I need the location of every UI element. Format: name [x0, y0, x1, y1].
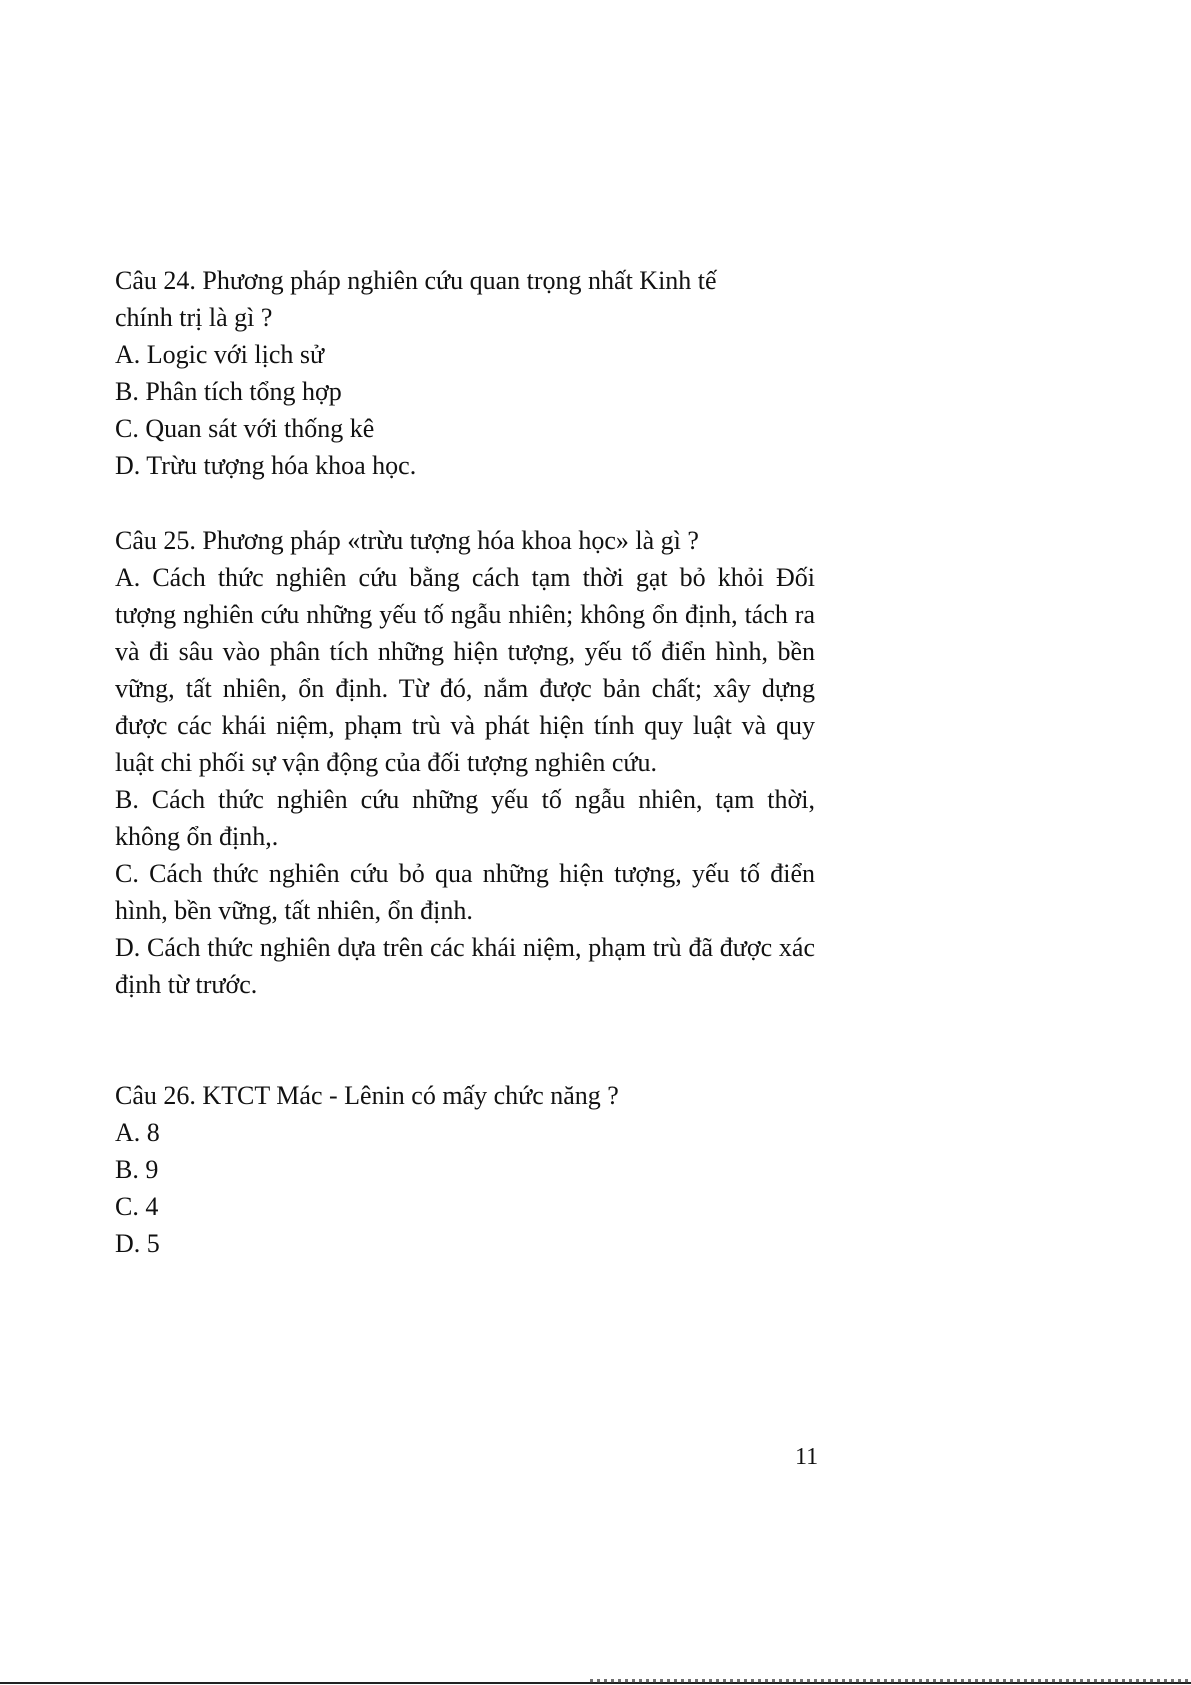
option-b: B. Phân tích tổng hợp: [115, 377, 342, 406]
option-c: C. 4: [115, 1192, 159, 1221]
option-b: B. Cách thức nghiên cứu những yếu tố ngẫu nhiên, tạm thời, không ổn định,.: [115, 785, 815, 851]
question-title: Câu 25. Phương pháp «trừu tượng hóa khoa học» là gì ?: [115, 526, 699, 555]
option-c: C. Quan sát với thống kê: [115, 414, 375, 443]
option-d: D. Trừu tượng hóa khoa học.: [115, 451, 417, 480]
option-a: A. Cách thức nghiên cứu bằng cách tạm thời gạt bỏ khỏi Đối tượng nghiên cứu những yếu tố ngẫu nhiên; không ổn định, tách ra và đi sâu vào phân tích những hiện tượng, yếu tố điển hình, bền vững, tất nhiên, ổn định. Từ đó, nắm được bản chất; xây dựng được các khái niệm, phạm trù và phát hiện tính quy luật và quy luật chi phối sự vận động của đối tượng nghiên cứu.: [115, 563, 815, 777]
option-a: A. Logic với lịch sử: [115, 340, 325, 369]
question-26: [115, 1077, 815, 1262]
bottom-scan-artifact: [590, 1679, 1191, 1683]
question-24: [115, 262, 815, 484]
option-b: B. 9: [115, 1155, 159, 1184]
page-number: 11: [795, 1444, 819, 1470]
question-25: [115, 522, 815, 1003]
question-title: Câu 24. Phương pháp nghiên cứu quan trọng nhất Kinh tế chính trị là gì ?: [115, 266, 717, 332]
question-title: Câu 26. KTCT Mác - Lênin có mấy chức năng ?: [115, 1081, 619, 1110]
option-c: C. Cách thức nghiên cứu bỏ qua những hiện tượng, yếu tố điển hình, bền vững, tất nhiên, ổn định.: [115, 859, 815, 925]
option-d: D. 5: [115, 1229, 160, 1258]
option-d: D. Cách thức nghiên dựa trên các khái niệm, phạm trù đã được xác định từ trước.: [115, 933, 815, 999]
option-a: A. 8: [115, 1118, 160, 1147]
